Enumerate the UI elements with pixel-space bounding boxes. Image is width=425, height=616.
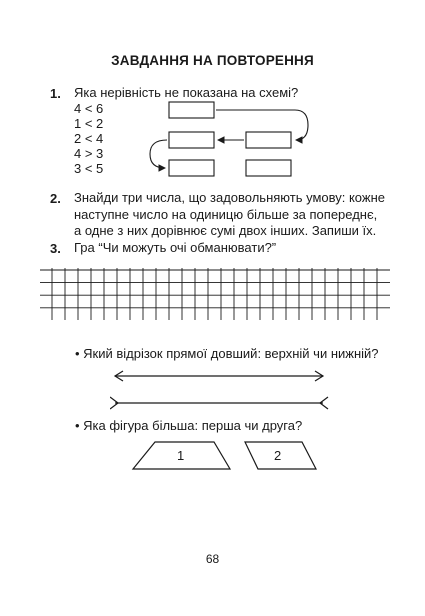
inequality-item: 2 < 4 [74,131,104,146]
inequality-item: 4 < 6 [74,101,104,116]
scheme-box [169,102,214,118]
scheme-arrow [216,110,308,140]
inequality-item: 3 < 5 [74,161,104,176]
task2-line: а одне з них дорівнює сумі двох інших. Запиши їх. [74,223,377,238]
task2-line: наступне число на одиницю більше за попереднє, [74,206,378,222]
inequality-item: 4 > 3 [74,146,104,161]
inequality-item: 1 < 2 [74,116,104,131]
task2-number: 2. [50,191,61,206]
figure-2-label: 2 [274,448,282,463]
inequality-scheme [140,98,315,182]
scheme-box [169,132,214,148]
scheme-box [246,160,291,176]
answer-grid [40,268,390,320]
task1-question: Яка нерівність не показана на схемі? [74,85,299,100]
figure-1-label: 1 [177,448,185,463]
trapezoid-figures [130,440,320,474]
page-number: 68 [205,552,220,566]
illusion-question-1: • Який відрізок прямої довший: верхній чи нижній? [75,346,379,361]
task1-number: 1. [50,86,61,101]
scheme-box [246,132,291,148]
illusion-question-2: • Яка фігура більша: перша чи друга? [75,418,303,433]
inequality-list [74,101,103,176]
page-title: ЗАВДАННЯ НА ПОВТОРЕННЯ [111,53,314,68]
task3-text: Гра “Чи можуть очі обманювати?” [74,240,277,255]
scheme-box [169,160,214,176]
task3-number: 3. [50,241,61,256]
scheme-arrow [150,140,167,168]
arrow-illusion [110,366,330,414]
task2-text [74,190,400,240]
task2-line: Знайди три числа, що задовольняють умову: кожне [74,190,385,205]
